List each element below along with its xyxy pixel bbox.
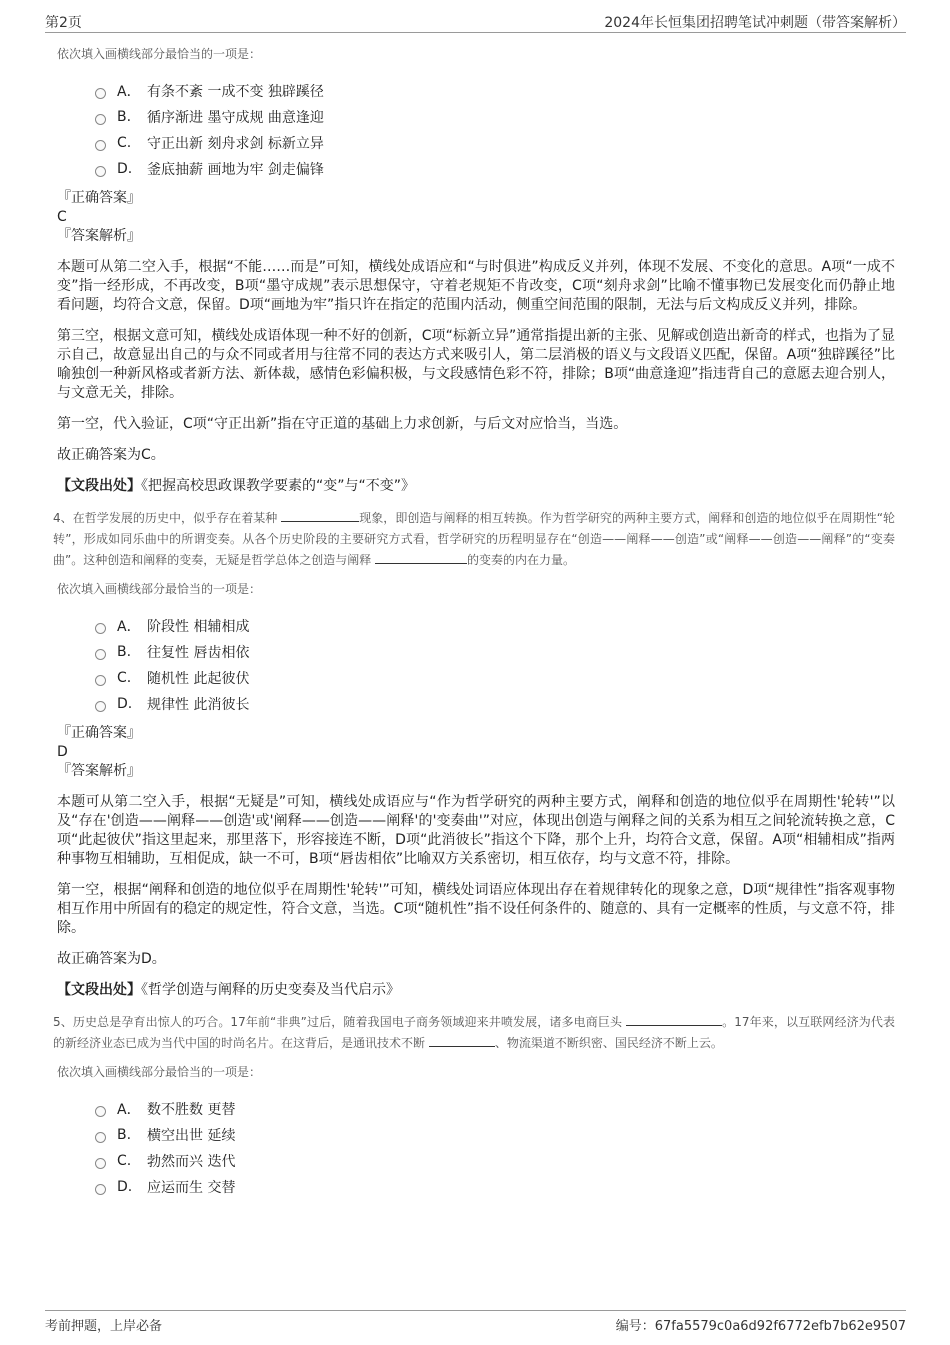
option-letter: D. (117, 161, 133, 177)
source-label: 【文段出处】 (57, 982, 141, 998)
q4-stem-part: 的变奏的内在力量。 (467, 553, 576, 567)
option-letter: B. (117, 1127, 132, 1143)
q3-analysis-paragraph: 第三空，根据文意可知，横线处成语体现一种不好的创新，C项“标新立异”通常指提出新的主张、见解或创造出新奇的样式，也指为了显示自己，故意显出自己的与众不同或者用与往常不同的表达方式来吸引人，第二层消极的语义与文段语义匹配，保留。A项“独辟蹊径”比喻独创一种新风格或者新方法、新体裁，感情色彩偏积极，与文段感情色彩不符，排除；B项“曲意逢迎”指违背自己的意愿去迎合别人，与文意无关，排除。 (57, 328, 895, 401)
radio-icon[interactable] (95, 701, 106, 712)
q4-analysis-paragraph: 本题可从第二空入手，根据“无疑是”可知，横线处成语应与“作为哲学研究的两种主要方式，阐释和创造的地位似乎在周期性'轮转'”以及“存在'创造——阐释——创造'或'阐释——创造——阐释'的'变奏曲'”对应，体现出创造与阐释之间的关系为相互之间轮流转换之意，C项“此起彼伏”指这里起来，那里落下，形容接连不断，D项“此消彼长”指这个下降，那个上升，均符合文意，保留。A项“相辅相成”指两种事物互相辅助，互相促成，缺一不可，B项“唇齿相依”比喻双方关系密切，相互依存，均与文意不符，排除。 (57, 794, 895, 867)
option-text: 阶段性 相辅相成 (147, 619, 250, 635)
option-letter: C. (117, 135, 132, 151)
option-text: 数不胜数 更替 (147, 1102, 236, 1118)
option-letter: D. (117, 1179, 133, 1195)
option-text: 应运而生 交替 (147, 1180, 236, 1196)
q3-option-a[interactable] (95, 78, 895, 104)
q4-analysis-label: 『答案解析』 (57, 763, 141, 779)
q3-analysis-paragraph: 本题可从第二空入手，根据“不能……而是”可知，横线处成语应和“与时俱进”构成反义并列，体现不发展、不变化的意思。A项“一成不变”指一经形成，不再改变，B项“墨守成规”表示思想保守，守着老规矩不肯改变，C项“刻舟求剑”比喻不懂事物已发展变化而仍静止地看问题，均符合文意，保留。D项“画地为牢”指只许在指定的范围内活动，侧重空间范围的限制，无法与后文构成反义并列，排除。 (57, 259, 895, 313)
radio-icon[interactable] (95, 140, 106, 151)
source-title: 《把握高校思政课教学要素的“变”与“不变”》 (141, 478, 416, 494)
option-text: 有条不紊 一成不变 独辟蹊径 (147, 84, 324, 100)
q3-option-d[interactable] (95, 156, 895, 182)
q5-stem-part: 5、历史总是孕育出惊人的巧合。17年前“非典”过后，随着我国电子商务领域迎来井喷发展，诸多电商巨头 (53, 1015, 627, 1029)
source-title: 《哲学创造与阐释的历史变奏及当代启示》 (141, 982, 400, 998)
q3-options (95, 78, 895, 182)
page-number: 第2页 (45, 15, 82, 31)
radio-icon[interactable] (95, 675, 106, 686)
option-letter: B. (117, 109, 132, 125)
q3-instruction: 依次填入画横线部分最恰当的一项是： (57, 47, 262, 61)
q4-analysis-paragraph: 第一空，根据“阐释和创造的地位似乎在周期性'轮转'”可知，横线处词语应体现出存在着规律转化的现象之意，D项“规律性”指客观事物相互作用中所固有的稳定的规定性，符合文意，当选。C项“随机性”指不设任何条件的、随意的、具有一定概率的性质，与文意不符，排除。 (57, 882, 895, 936)
q5-options (95, 1096, 895, 1200)
radio-icon[interactable] (95, 1106, 106, 1117)
option-text: 守正出新 刻舟求剑 标新立异 (147, 136, 324, 152)
option-letter: C. (117, 670, 132, 686)
q5-instruction: 依次填入画横线部分最恰当的一项是： (57, 1065, 262, 1079)
option-letter: A． (117, 84, 141, 100)
option-letter: D. (117, 696, 133, 712)
document-title: 2024年长恒集团招聘笔试冲刺题（带答案解析） (604, 15, 906, 31)
page-header (45, 12, 906, 33)
q3-analysis-paragraph: 第一空，代入验证，C项“守正出新”指在守正道的基础上力求创新，与后文对应恰当，当选。 (57, 416, 628, 432)
q5-stem (53, 1012, 895, 1054)
q4-option-c[interactable] (95, 665, 895, 691)
option-text: 釜底抽薪 画地为牢 剑走偏锋 (147, 162, 324, 178)
q5-option-d[interactable] (95, 1174, 895, 1200)
footer-slogan: 考前押题，上岸必备 (45, 1319, 163, 1334)
option-letter: A． (117, 619, 141, 635)
q4-analysis-paragraph: 故正确答案为D。 (57, 951, 166, 967)
q3-option-b[interactable] (95, 104, 895, 130)
q5-stem-part: 。17年来，以互联网经济为代表的新经济业态已成为当代中国的时尚名片。在这背后，是通讯技术不断 (53, 1015, 895, 1050)
q3-answer: C (57, 209, 67, 225)
q3-source (57, 477, 895, 496)
q4-option-b[interactable] (95, 639, 895, 665)
document-serial: 编号：67fa5579c0a6d92f6772efb7b62e9507 (615, 1319, 906, 1334)
fill-blank (429, 1034, 495, 1047)
fill-blank (281, 509, 359, 522)
q4-option-a[interactable] (95, 613, 895, 639)
q4-stem-part: 4、在哲学发展的历史中，似乎存在着某种 (53, 511, 282, 525)
q4-answer-label: 『正确答案』 (57, 725, 141, 741)
option-letter: A． (117, 1102, 141, 1118)
q5-option-c[interactable] (95, 1148, 895, 1174)
q4-options (95, 613, 895, 717)
option-text: 随机性 此起彼伏 (147, 671, 250, 687)
q3-answer-label: 『正确答案』 (57, 190, 141, 206)
q3-analysis-label: 『答案解析』 (57, 228, 141, 244)
q4-option-d[interactable] (95, 691, 895, 717)
q5-stem-part: 、物流渠道不断织密、国民经济不断上云。 (494, 1036, 723, 1050)
option-text: 规律性 此消彼长 (147, 697, 250, 713)
q5-option-b[interactable] (95, 1122, 895, 1148)
page-footer (45, 1310, 906, 1335)
radio-icon[interactable] (95, 114, 106, 125)
radio-icon[interactable] (95, 1158, 106, 1169)
radio-icon[interactable] (95, 88, 106, 99)
radio-icon[interactable] (95, 1132, 106, 1143)
q4-source (57, 981, 895, 1000)
fill-blank (626, 1013, 722, 1026)
radio-icon[interactable] (95, 166, 106, 177)
q4-instruction: 依次填入画横线部分最恰当的一项是： (57, 582, 262, 596)
q4-answer: D (57, 744, 68, 760)
option-text: 横空出世 延续 (147, 1128, 236, 1144)
fill-blank (375, 551, 467, 564)
q3-option-c[interactable] (95, 130, 895, 156)
option-text: 往复性 唇齿相依 (147, 645, 250, 661)
page-content (53, 44, 895, 1206)
radio-icon[interactable] (95, 623, 106, 634)
source-label: 【文段出处】 (57, 478, 141, 494)
option-text: 勃然而兴 迭代 (147, 1154, 236, 1170)
q5-option-a[interactable] (95, 1096, 895, 1122)
radio-icon[interactable] (95, 1184, 106, 1195)
q4-stem-part: 现象，即创造与阐释的相互转换。作为哲学研究的两种主要方式，阐释和创造的地位似乎在周期性“轮转”，形成如同乐曲中的所谓变奏。从各个历史阶段的主要研究方式看，哲学研究的历程明显存在“创造——阐释——创造”或“阐释——创造——阐释”的“变奏曲”。这种创造和阐释的变奏，无疑是哲学总体之创造与阐释 (53, 511, 895, 567)
q4-stem (53, 508, 895, 571)
option-letter: B. (117, 644, 132, 660)
option-letter: C. (117, 1153, 132, 1169)
option-text: 循序渐进 墨守成规 曲意逢迎 (147, 110, 324, 126)
q3-analysis-paragraph: 故正确答案为C。 (57, 447, 165, 463)
radio-icon[interactable] (95, 649, 106, 660)
